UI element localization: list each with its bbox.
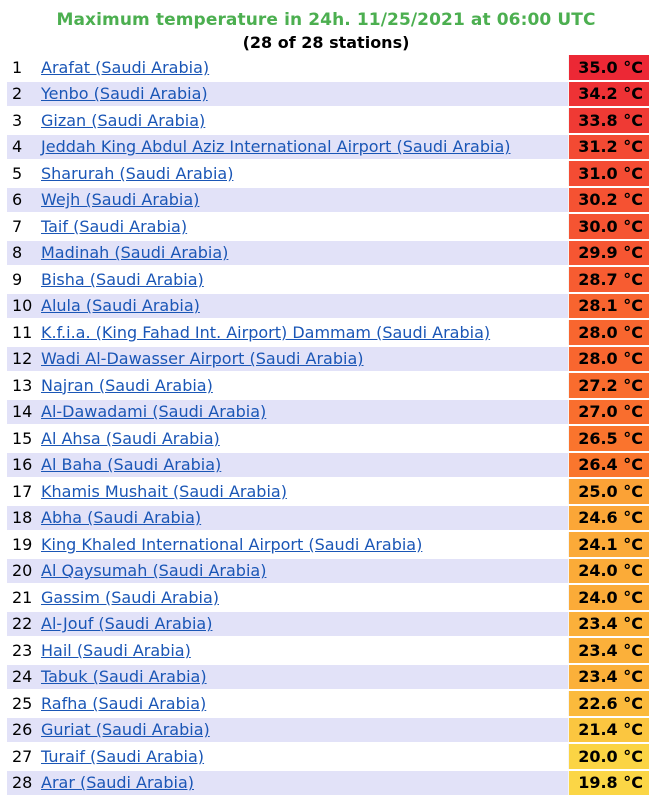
station-name-cell: [40, 373, 568, 398]
station-rank: 11: [7, 320, 40, 345]
table-row: [7, 214, 649, 239]
station-rank: 27: [7, 744, 40, 769]
station-rank: 2: [7, 82, 40, 107]
table-row: [7, 585, 649, 610]
table-row: [7, 161, 649, 186]
table-row: [7, 771, 649, 796]
temperature-value: 23.4 °C: [568, 612, 649, 637]
station-link[interactable]: Khamis Mushait (Saudi Arabia): [41, 481, 287, 501]
station-name-cell: [40, 532, 568, 557]
table-row: [7, 267, 649, 292]
station-link[interactable]: Yenbo (Saudi Arabia): [41, 84, 208, 104]
station-link[interactable]: Abha (Saudi Arabia): [41, 508, 202, 528]
temperature-value: 24.1 °C: [568, 532, 649, 557]
temperature-value: 28.0 °C: [568, 347, 649, 372]
page-title: Maximum temperature in 24h. 11/25/2021 at 06:00 UTC: [56, 10, 596, 30]
station-name-cell: [40, 691, 568, 716]
station-name-cell: [40, 665, 568, 690]
station-rank: 17: [7, 479, 40, 504]
station-link[interactable]: Al-Dawadami (Saudi Arabia): [41, 402, 267, 422]
station-link[interactable]: Alula (Saudi Arabia): [41, 296, 200, 316]
station-name-cell: [40, 188, 568, 213]
station-name-cell: [40, 612, 568, 637]
station-link[interactable]: Tabuk (Saudi Arabia): [41, 667, 207, 687]
temperature-value: 28.1 °C: [568, 294, 649, 319]
station-name-cell: [40, 559, 568, 584]
station-rank: 28: [7, 771, 40, 796]
temperature-value: 30.0 °C: [568, 214, 649, 239]
station-rank: 10: [7, 294, 40, 319]
station-rank: 20: [7, 559, 40, 584]
temperature-value: 19.8 °C: [568, 771, 649, 796]
station-name-cell: [40, 400, 568, 425]
station-link[interactable]: Arafat (Saudi Arabia): [41, 57, 210, 77]
station-link[interactable]: Gassim (Saudi Arabia): [41, 587, 219, 607]
temperature-value: 31.0 °C: [568, 161, 649, 186]
table-row: [7, 453, 649, 478]
station-rank: 6: [7, 188, 40, 213]
temperature-value: 26.4 °C: [568, 453, 649, 478]
station-name-cell: [40, 161, 568, 186]
station-count: (28 of 28 stations): [242, 33, 410, 52]
station-link[interactable]: Al Ahsa (Saudi Arabia): [41, 428, 220, 448]
station-link[interactable]: Wadi Al-Dawasser Airport (Saudi Arabia): [41, 349, 364, 369]
temperature-value: 24.6 °C: [568, 506, 649, 531]
temperature-value: 31.2 °C: [568, 135, 649, 160]
table-row: [7, 188, 649, 213]
temperature-value: 24.0 °C: [568, 559, 649, 584]
station-link[interactable]: Turaif (Saudi Arabia): [41, 746, 205, 766]
temperature-value: 20.0 °C: [568, 744, 649, 769]
station-link[interactable]: K.f.i.a. (King Fahad Int. Airport) Dammam (Saudi Arabia): [41, 322, 491, 342]
table-row: [7, 320, 649, 345]
station-name-cell: [40, 214, 568, 239]
stations-table: [7, 53, 649, 797]
station-link[interactable]: Hail (Saudi Arabia): [41, 640, 191, 660]
table-row: [7, 665, 649, 690]
station-link[interactable]: Al Qaysumah (Saudi Arabia): [41, 561, 267, 581]
table-row: [7, 373, 649, 398]
station-rank: 19: [7, 532, 40, 557]
station-link[interactable]: King Khaled International Airport (Saudi Arabia): [41, 534, 423, 554]
temperature-value: 27.0 °C: [568, 400, 649, 425]
temperature-value: 28.7 °C: [568, 267, 649, 292]
table-row: [7, 506, 649, 531]
station-link[interactable]: Al Baha (Saudi Arabia): [41, 455, 222, 475]
table-row: [7, 744, 649, 769]
station-rank: 16: [7, 453, 40, 478]
temperature-value: 30.2 °C: [568, 188, 649, 213]
temperature-value: 23.4 °C: [568, 638, 649, 663]
station-rank: 9: [7, 267, 40, 292]
page-header: [0, 0, 652, 53]
table-row: [7, 135, 649, 160]
table-row: [7, 108, 649, 133]
table-row: [7, 612, 649, 637]
temperature-value: 28.0 °C: [568, 320, 649, 345]
station-rank: 7: [7, 214, 40, 239]
station-link[interactable]: Rafha (Saudi Arabia): [41, 693, 207, 713]
station-rank: 18: [7, 506, 40, 531]
stations-table-body: [7, 55, 649, 795]
station-link[interactable]: Bisha (Saudi Arabia): [41, 269, 204, 289]
station-name-cell: [40, 744, 568, 769]
temperature-value: 23.4 °C: [568, 665, 649, 690]
station-name-cell: [40, 320, 568, 345]
station-name-cell: [40, 426, 568, 451]
station-rank: 22: [7, 612, 40, 637]
station-link[interactable]: Al-Jouf (Saudi Arabia): [41, 614, 213, 634]
table-row: [7, 691, 649, 716]
station-rank: 8: [7, 241, 40, 266]
station-name-cell: [40, 638, 568, 663]
table-row: [7, 294, 649, 319]
temperature-value: 25.0 °C: [568, 479, 649, 504]
station-name-cell: [40, 267, 568, 292]
temperature-value: 26.5 °C: [568, 426, 649, 451]
station-name-cell: [40, 585, 568, 610]
station-link[interactable]: Sharurah (Saudi Arabia): [41, 163, 234, 183]
temperature-value: 24.0 °C: [568, 585, 649, 610]
station-name-cell: [40, 479, 568, 504]
temperature-value: 34.2 °C: [568, 82, 649, 107]
temperature-value: 22.6 °C: [568, 691, 649, 716]
station-rank: 21: [7, 585, 40, 610]
table-row: [7, 55, 649, 80]
station-rank: 23: [7, 638, 40, 663]
station-link[interactable]: Jeddah King Abdul Aziz International Airport (Saudi Arabia): [41, 137, 511, 157]
station-name-cell: [40, 771, 568, 796]
station-rank: 14: [7, 400, 40, 425]
station-rank: 3: [7, 108, 40, 133]
station-link[interactable]: Najran (Saudi Arabia): [41, 375, 213, 395]
station-rank: 4: [7, 135, 40, 160]
station-name-cell: [40, 506, 568, 531]
station-link[interactable]: Gizan (Saudi Arabia): [41, 110, 206, 130]
table-row: [7, 638, 649, 663]
table-row: [7, 347, 649, 372]
station-name-cell: [40, 135, 568, 160]
temperature-value: 21.4 °C: [568, 718, 649, 743]
station-name-cell: [40, 347, 568, 372]
station-name-cell: [40, 108, 568, 133]
table-row: [7, 718, 649, 743]
temperature-value: 33.8 °C: [568, 108, 649, 133]
station-rank: 25: [7, 691, 40, 716]
station-name-cell: [40, 82, 568, 107]
station-rank: 15: [7, 426, 40, 451]
station-link[interactable]: Taif (Saudi Arabia): [41, 216, 188, 236]
station-rank: 13: [7, 373, 40, 398]
temperature-value: 35.0 °C: [568, 55, 649, 80]
station-name-cell: [40, 453, 568, 478]
station-rank: 12: [7, 347, 40, 372]
station-link[interactable]: Madinah (Saudi Arabia): [41, 243, 229, 263]
station-rank: 1: [7, 55, 40, 80]
temperature-value: 29.9 °C: [568, 241, 649, 266]
station-name-cell: [40, 55, 568, 80]
station-link[interactable]: Guriat (Saudi Arabia): [41, 720, 210, 740]
station-rank: 24: [7, 665, 40, 690]
station-link[interactable]: Wejh (Saudi Arabia): [41, 190, 200, 210]
station-name-cell: [40, 294, 568, 319]
station-name-cell: [40, 718, 568, 743]
table-row: [7, 400, 649, 425]
station-link[interactable]: Arar (Saudi Arabia): [41, 773, 194, 793]
temperature-value: 27.2 °C: [568, 373, 649, 398]
station-rank: 26: [7, 718, 40, 743]
table-row: [7, 241, 649, 266]
table-row: [7, 426, 649, 451]
station-name-cell: [40, 241, 568, 266]
table-row: [7, 559, 649, 584]
table-row: [7, 532, 649, 557]
table-row: [7, 479, 649, 504]
station-rank: 5: [7, 161, 40, 186]
table-row: [7, 82, 649, 107]
